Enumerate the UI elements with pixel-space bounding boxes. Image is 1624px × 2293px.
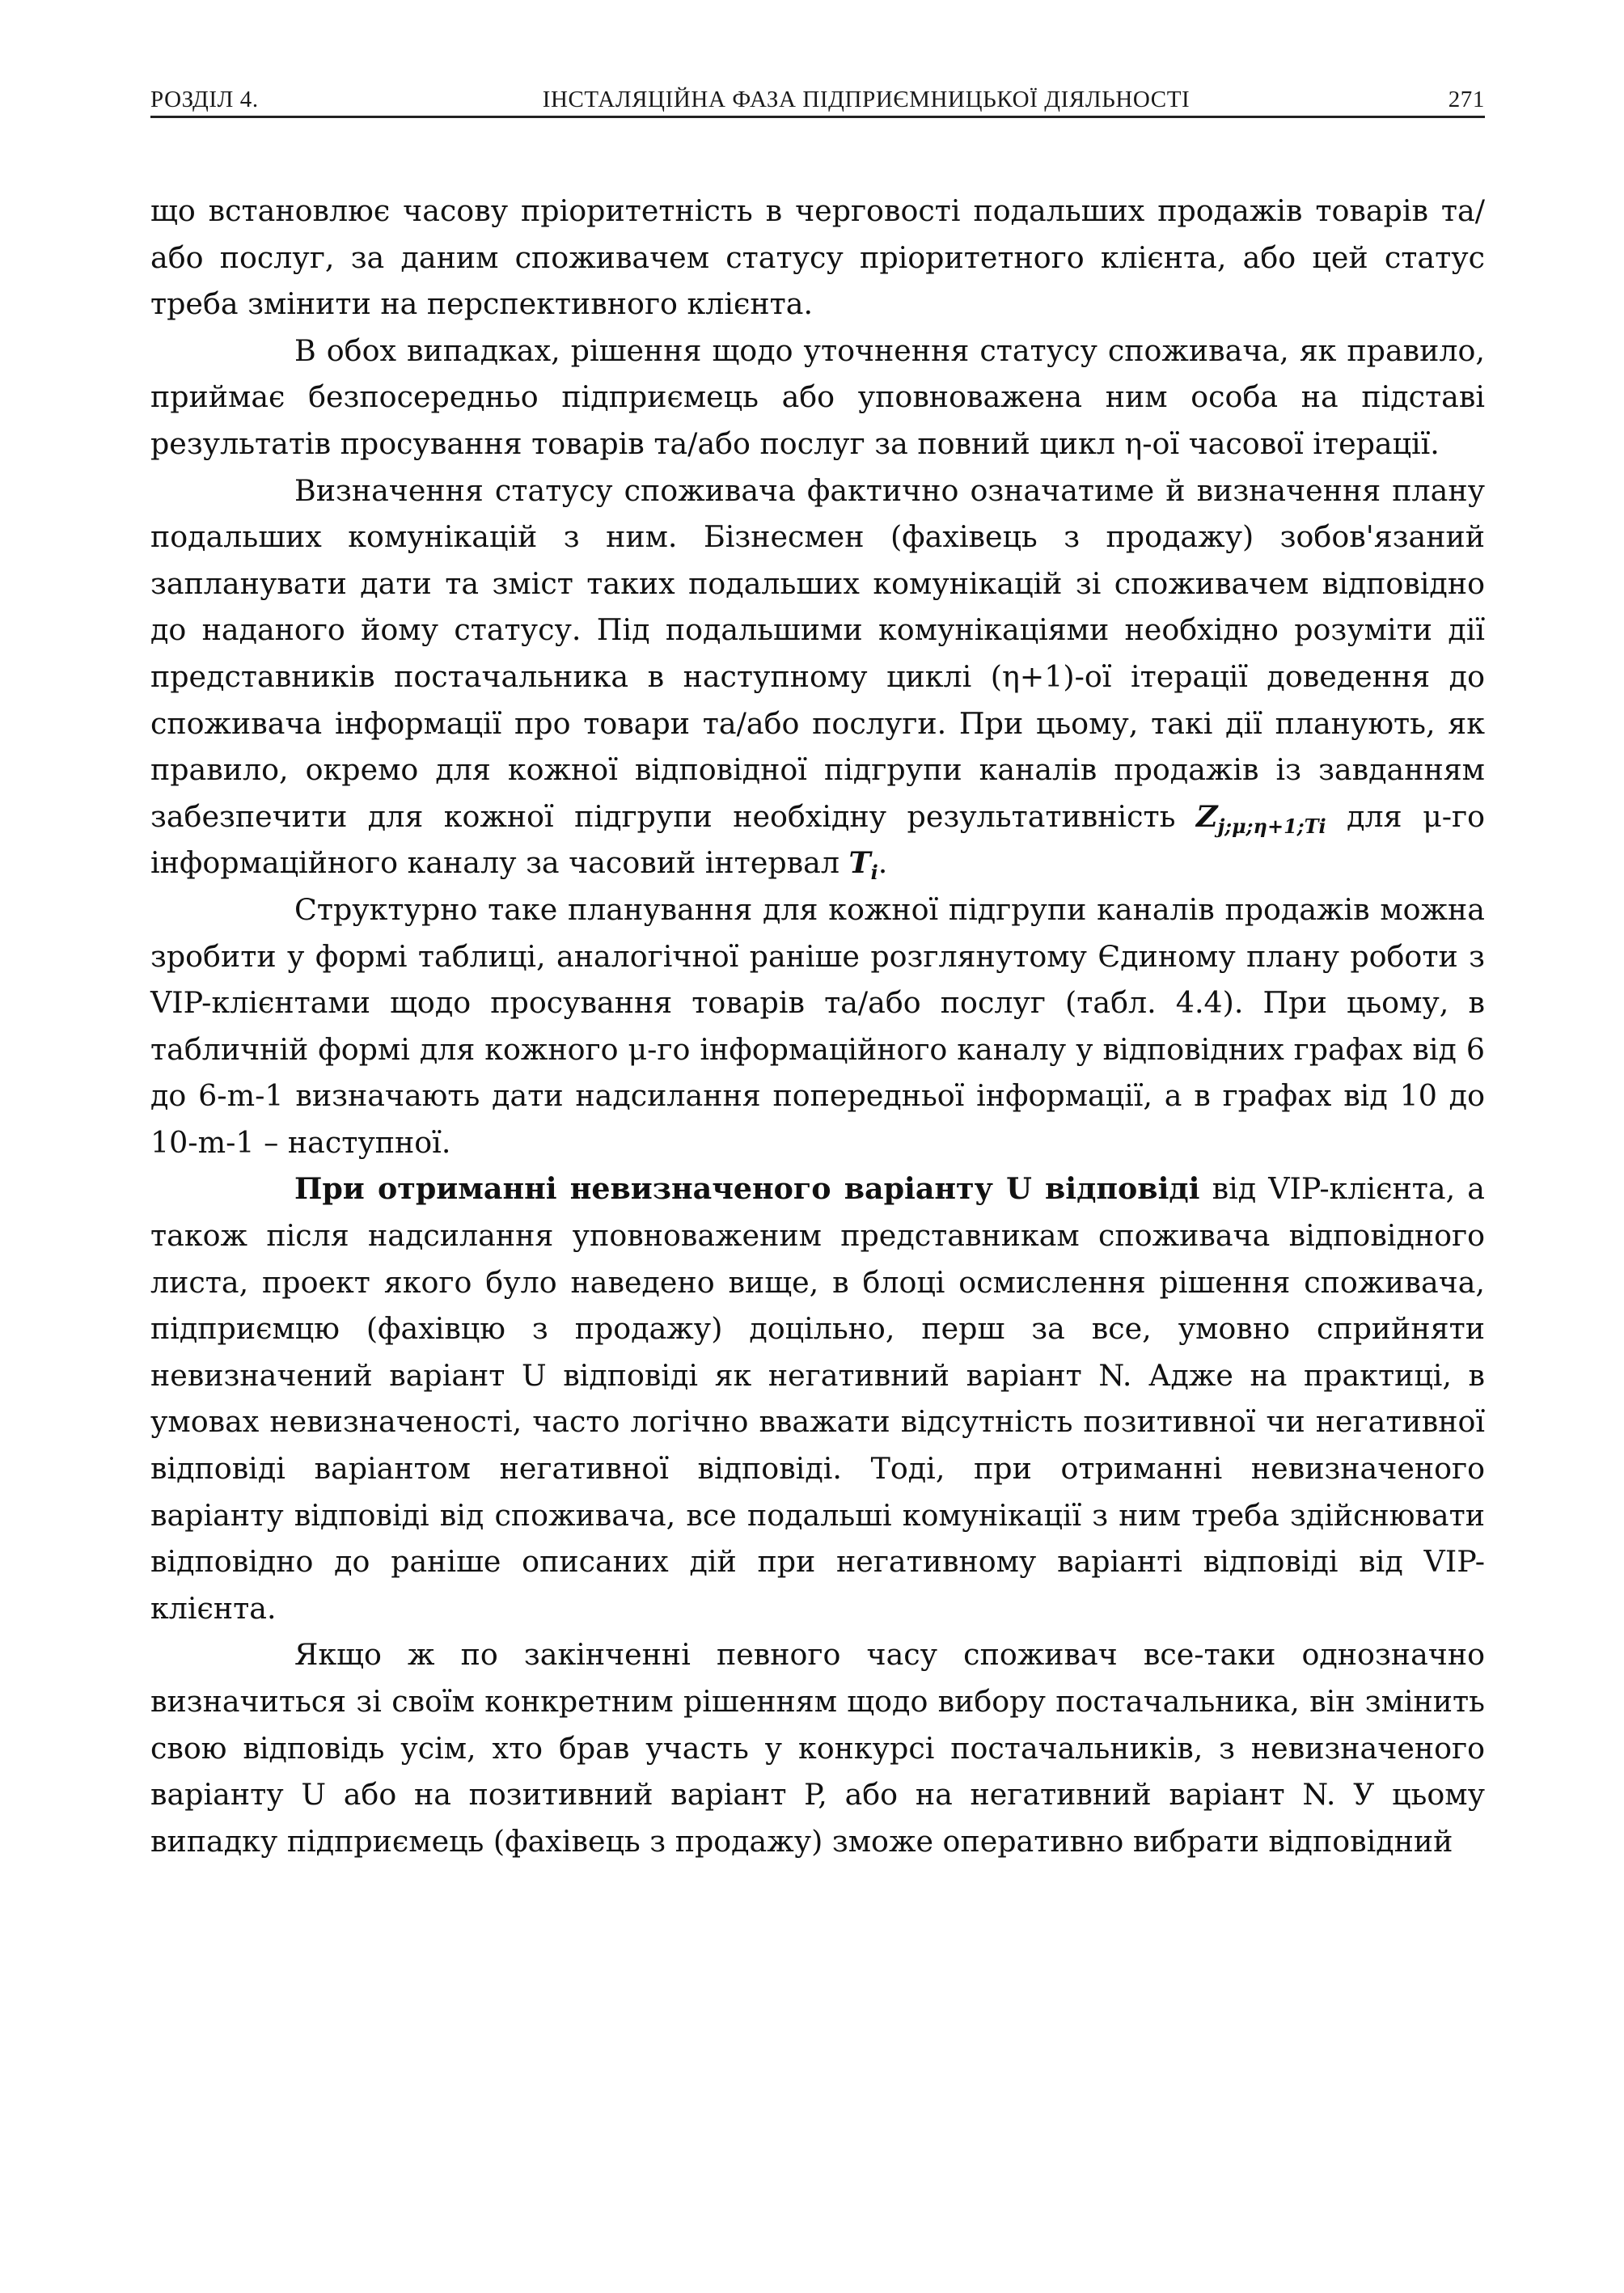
- mu-symbol: μ: [628, 1031, 648, 1067]
- eta-symbol: η: [1001, 658, 1020, 694]
- bold-lead: При отриманні невизначеного варіанту U відповіді: [294, 1171, 1200, 1207]
- paragraph-2: В обох випадках, рішення щодо уточнення статусу споживача, як правило, приймає безпосередньо підприємець або уповноважена ним особа на підставі результатів просування товарів та/або послуг за повний цикл η-ої часової ітерації.: [150, 332, 1485, 461]
- header-rule: [150, 116, 1485, 118]
- eta-symbol: η: [1124, 425, 1143, 461]
- paragraph-3: Визначення статусу споживача фактично означатиме й визначення плану подальших комунікацій з ним. Бізнесмен (фахівець з продажу) зобов'язаний запланувати дати та зміст таких подальших комунікацій зі споживачем відповідно до наданого йому статусу. Під подальшими комунікаціями необхідно розуміти дії представників постачальника в наступному циклі (η+1)-ої ітерації доведення до споживача інформації про товари та/або послуги. При цьому, такі дії планують, як правило, окремо для кожної відповідної підгрупи каналів продажів із завданням забезпечити для кожної підгрупи необхідну результативність $Z_{j;\mu;\eta+1;Ti}$ для μ-го інформаційного каналу за часовий інтервал $T_i$.: [150, 472, 1485, 885]
- body-text: [150, 188, 1485, 1864]
- paragraph-4: Структурно таке планування для кожної підгрупи каналів продажів можна зробити у формі таблиці, аналогічної раніше розглянутому Єдиному плану роботи з VIP-клієнтами щодо просування товарів та/або послуг (табл. 4.4). При цьому, в табличній формі для кожного μ-го інформаційного каналу у відповідних графах від 6 до 6-m-1 визначають дати надсилання попередньої інформації, а в графах від 10 до 10-m-1 – наступної.: [150, 891, 1485, 1160]
- formula-t: $T_i$: [848, 845, 878, 885]
- page-number: 271: [1448, 87, 1485, 112]
- chapter-label: РОЗДІЛ 4.: [150, 87, 259, 112]
- paragraph-5: При отриманні невизначеного варіанту U відповіді від VIP-клієнта, а також після надсилання уповноваженим представникам споживача відповідного листа, проект якого було наведено вище, в блоці осмислення рішення споживача, підприємцю (фахівцю з продажу) доцільно, перш за все, умовно сприйняти невизначений варіант U відповіді як негативний варіант N. Адже на практиці, в умовах невизначеності, часто логічно вважати відсутність позитивної чи негативної відповіді варіантом негативної відповіді. Тоді, при отриманні невизначеного варіанту відповіді від споживача, все подальші комунікації з ним треба здійснювати відповідно до раніше описаних дій при негативному варіанті відповіді від VIP-клієнта.: [150, 1171, 1485, 1626]
- paragraph-6: Якщо ж по закінченні певного часу споживач все-таки однозначно визначиться зі своїм конкретним рішенням щодо вибору постачальника, він змінить свою відповідь усім, хто брав участь у конкурсі постачальників, з невизначеного варіанту U або на позитивний варіант P, або на негативний варіант N. У цьому випадку підприємець (фахівець з продажу) зможе оперативно вибрати відповідний: [150, 1637, 1485, 1859]
- running-header: [150, 76, 1485, 113]
- formula-z: $Z_{j;\mu;\eta+1;Ti}$: [1195, 798, 1326, 838]
- chapter-title: ІНСТАЛЯЦІЙНА ФАЗА ПІДПРИЄМНИЦЬКОЇ ДІЯЛЬНОСТІ: [542, 87, 1191, 112]
- paragraph-1: що встановлює часову пріоритетність в черговості подальших продажів товарів та/або послуг, за даним споживачем статусу пріоритетного клієнта, або цей статус треба змінити на перспективного клієнта.: [150, 193, 1485, 322]
- mu-symbol: μ: [1423, 798, 1442, 834]
